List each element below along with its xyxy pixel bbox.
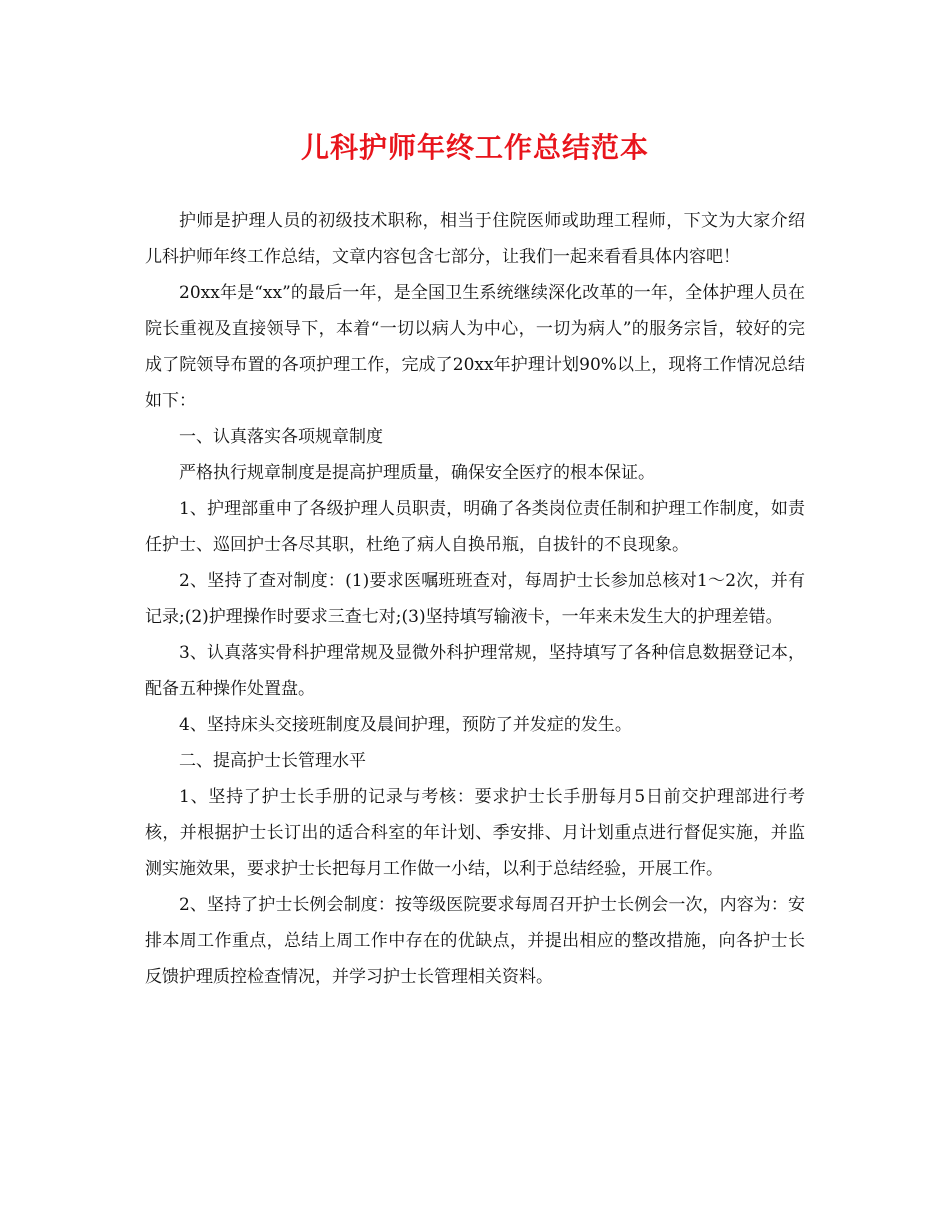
document-title: 儿科护师年终工作总结范本 [300,131,649,164]
document-body [145,203,805,995]
section-heading-1: 一、认真落实各项规章制度 [179,427,383,447]
paragraph-section-1-lead: 严格执行规章制度是提高护理质量，确保安全医疗的根本保证。 [179,463,655,483]
paragraph-item-1-4: 4、坚持床头交接班制度及晨间护理，预防了并发症的发生。 [179,715,632,735]
paragraph-item-2-2: 2、坚持了护士长例会制度：按等级医院要求每周召开护士长例会一次，内容为：安排本周工作重点，总结上周工作中存在的优缺点，并提出相应的整改措施，向各护士长反馈护理质控检查情况，并学习护士长管理相关资料。 [145,895,805,987]
paragraph-item-1-3: 3、认真落实骨科护理常规及显微外科护理常规，坚持填写了各种信息数据登记本，配备五种操作处置盘。 [145,643,805,699]
paragraph-item-1-2: 2、坚持了查对制度：(1)要求医嘱班班查对，每周护士长参加总核对1～2次，并有记录;(2)护理操作时要求三查七对;(3)坚持填写输液卡，一年来未发生大的护理差错。 [145,571,805,627]
paragraph-intro: 护师是护理人员的初级技术职称，相当于住院医师或助理工程师，下文为大家介绍儿科护师年终工作总结，文章内容包含七部分，让我们一起来看看具体内容吧！ [145,211,805,267]
paragraph-item-1-1: 1、护理部重申了各级护理人员职责，明确了各类岗位责任制和护理工作制度，如责任护士、巡回护士各尽其职，杜绝了病人自换吊瓶，自拔针的不良现象。 [145,499,805,555]
paragraph-overview: 20xx年是“xx”的最后一年，是全国卫生系统继续深化改革的一年，全体护理人员在院长重视及直接领导下，本着“一切以病人为中心，一切为病人”的服务宗旨，较好的完成了院领导布置的各项护理工作，完成了20xx年护理计划90%以上，现将工作情况总结如下： [145,283,805,411]
paragraph-item-2-1: 1、坚持了护士长手册的记录与考核：要求护士长手册每月5日前交护理部进行考核，并根据护士长订出的适合科室的年计划、季安排、月计划重点进行督促实施，并监测实施效果，要求护士长把每月工作做一小结，以利于总结经验，开展工作。 [145,787,805,879]
section-heading-2: 二、提高护士长管理水平 [179,751,366,771]
